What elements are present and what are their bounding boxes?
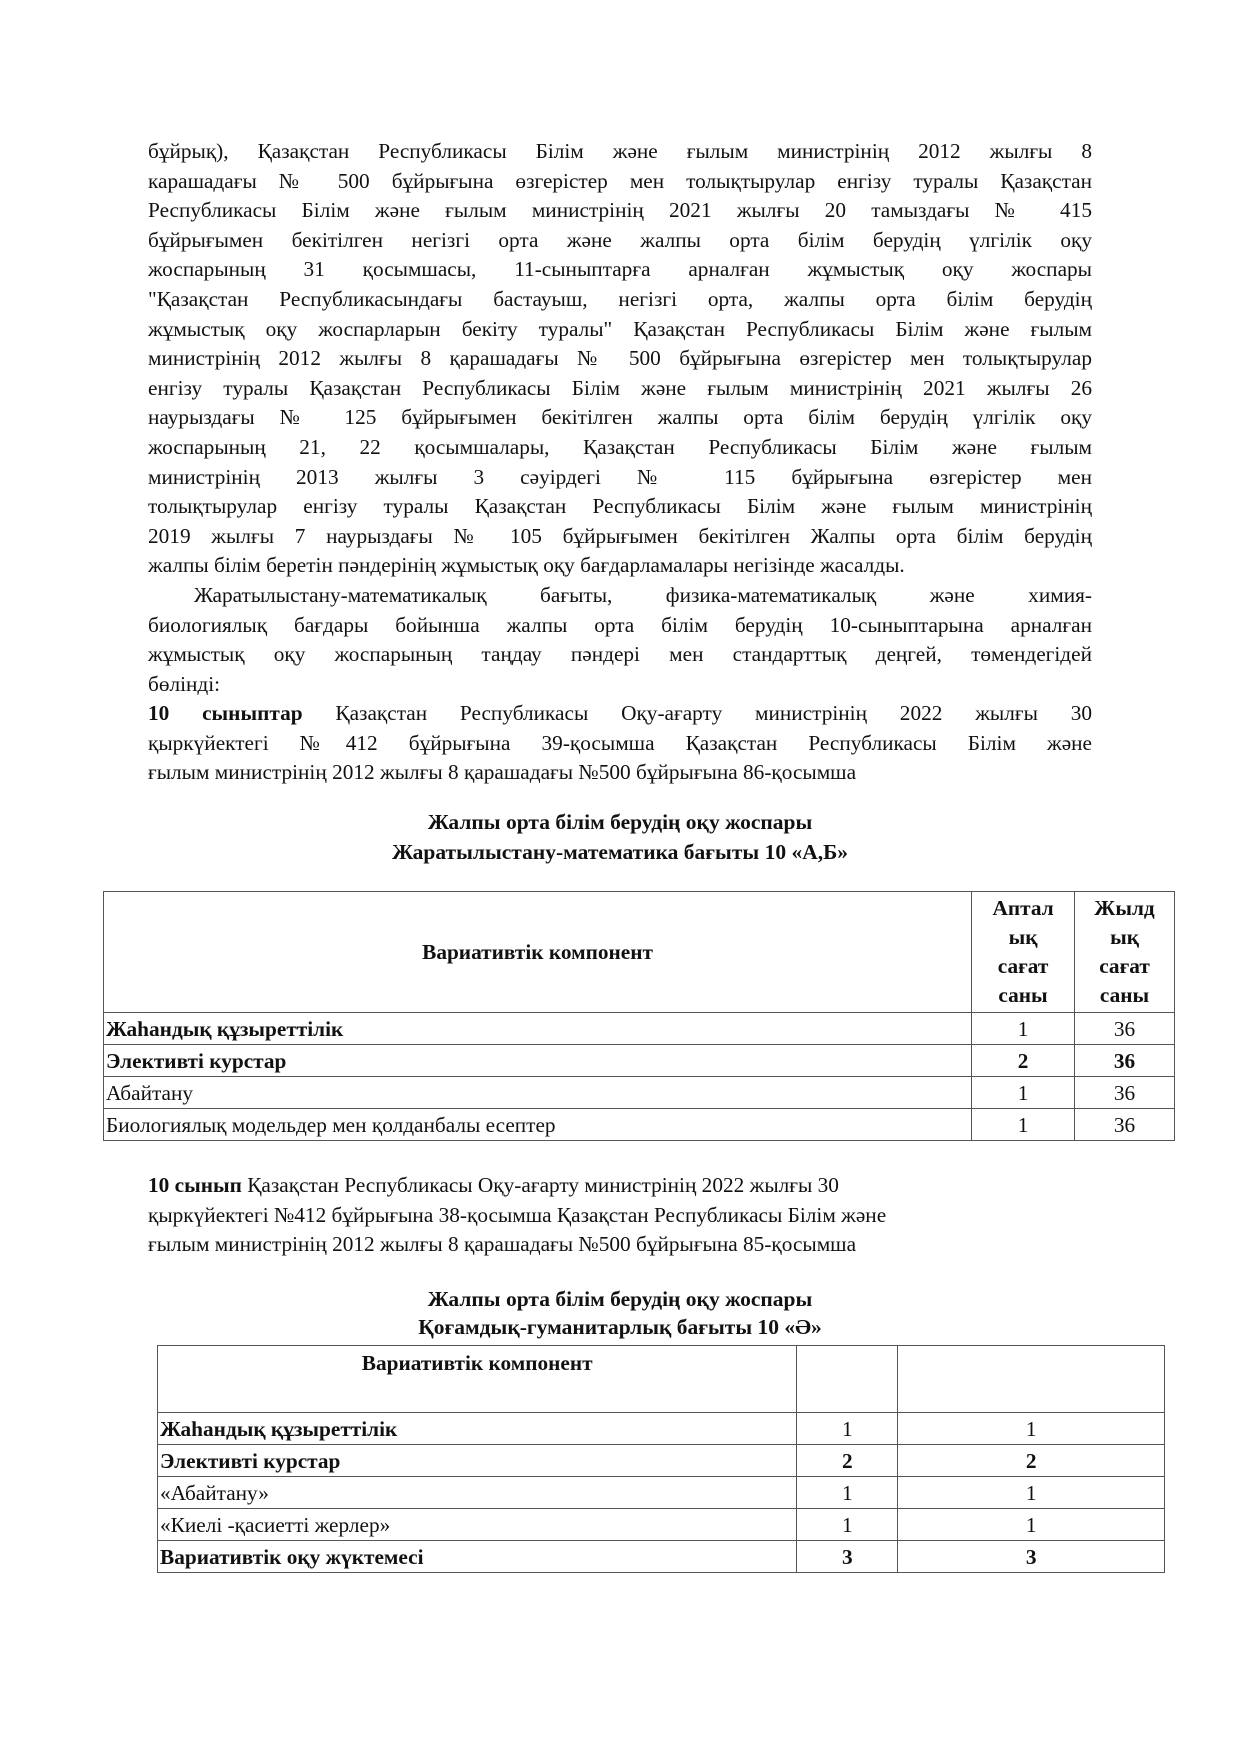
weekly-hours: 2 (972, 1045, 1075, 1077)
text-line: бұйрығымен бекітілген негізгі орта және жалпы орта білім берудің үлгілік оқу (148, 227, 1092, 252)
hours-value: 1 (898, 1509, 1165, 1541)
subject-name: «Абайтану» (158, 1477, 797, 1509)
column-header-component: Вариативтік компонент (104, 892, 972, 1013)
table-row (158, 1509, 1165, 1541)
table1-title: Жалпы орта білім берудің оқу жоспары (427, 810, 813, 834)
text-line: Қазақстан Республикасы Оқу-ағарту министрінің 2022 жылғы 30 (302, 701, 1092, 725)
subject-name: Элективті курстар (158, 1445, 797, 1477)
text-line: министрінің 2013 жылғы 3 сәуірдегі № 115 бұйрығына өзгерістер мен (148, 464, 1092, 489)
hours-value: 1 (797, 1477, 898, 1509)
text-line: ғылым министрінің 2012 жылғы 8 қарашадағы №500 бұйрығына 85-қосымша (148, 1232, 857, 1257)
table-row (104, 1109, 1175, 1141)
yearly-hours: 36 (1075, 1045, 1175, 1077)
text-line: жұмыстық оқу жоспарының таңдау пәндері мен стандарттық деңгей, төмендегідей (148, 642, 1092, 667)
yearly-hours: 36 (1075, 1013, 1175, 1045)
weekly-hours: 1 (972, 1013, 1075, 1045)
hours-value: 1 (898, 1477, 1165, 1509)
table1-subtitle: Жаратылыстану-математика бағыты 10 «А,Б» (391, 840, 849, 864)
table2-title: Жалпы орта білім берудің оқу жоспары (427, 1287, 813, 1311)
yearly-hours: 36 (1075, 1109, 1175, 1141)
table-row (104, 1077, 1175, 1109)
hours-value: 2 (797, 1445, 898, 1477)
text-line: ғылым министрінің 2012 жылғы 8 қарашадағы №500 бұйрығына 86-қосымша (148, 760, 857, 785)
hours-value: 3 (898, 1541, 1165, 1573)
yearly-hours: 36 (1075, 1077, 1175, 1109)
text-line: карашадағы № 500 бұйрығына өзгерістер мен толықтырулар енгізу туралы Қазақстан (148, 168, 1092, 193)
subject-name: Жаһандық құзыреттілік (158, 1413, 797, 1445)
text-line: Республикасы Білім және ғылым министрінің 2021 жылғы 20 тамыздағы № 415 (148, 198, 1092, 223)
table-row (158, 1413, 1165, 1445)
text-line: министрінің 2012 жылғы 8 қарашадағы № 500 бұйрығына өзгерістер мен толықтырулар (148, 346, 1092, 371)
text-line: жоспарының 21, 22 қосымшалары, Қазақстан Республикасы Білім және ғылым (148, 434, 1092, 459)
subject-name: Абайтану (104, 1077, 972, 1109)
text-line: жоспарының 31 қосымшасы, 11-сыныптарға арналған жұмыстық оқу жоспары (148, 257, 1092, 282)
hours-value: 1 (797, 1413, 898, 1445)
hours-value: 3 (797, 1541, 898, 1573)
table-row-total (158, 1541, 1165, 1573)
table-row (158, 1445, 1165, 1477)
subject-name: Биологиялық модельдер мен қолданбалы есептер (104, 1109, 972, 1141)
weekly-hours: 1 (972, 1077, 1075, 1109)
text-line: қыркүйектегі №412 бұйрығына 38-қосымша Қазақстан Республикасы Білім және (148, 1202, 887, 1227)
column-header-empty (797, 1346, 898, 1413)
subject-name: «Киелі -қасиетті жерлер» (158, 1509, 797, 1541)
table-header-row (158, 1346, 1165, 1413)
table-header-row (104, 892, 1175, 1013)
hours-value: 1 (898, 1413, 1165, 1445)
class-label: 10 сыныптар (148, 701, 303, 725)
subject-name: Жаһандық құзыреттілік (104, 1013, 972, 1045)
column-header-yearly-hours: Жылд ық сағат саны (1075, 892, 1175, 1013)
table-row (104, 1013, 1175, 1045)
subject-name: Вариативтік оқу жүктемесі (158, 1541, 797, 1573)
column-header-empty (898, 1346, 1165, 1413)
column-header-weekly-hours: Аптал ық сағат саны (972, 892, 1075, 1013)
table-row (158, 1477, 1165, 1509)
curriculum-table-natural-math (103, 891, 1175, 1141)
direction-paragraph (148, 581, 1092, 699)
text-line: 2019 жылғы 7 наурыздағы № 105 бұйрығымен бекітілген Жалпы орта білім берудің (148, 523, 1092, 548)
text-line: биологиялық бағдары бойынша жалпы орта білім берудің 10-сыныптарына арналған (148, 612, 1092, 637)
table2-subtitle: Қоғамдық-гуманитарлық бағыты 10 «Ә» (418, 1315, 822, 1339)
text-line: қыркүйектегі №412 бұйрығына 39-қосымша Қазақстан Республикасы Білім және (148, 730, 1092, 755)
text-line: толықтырулар енгізу туралы Қазақстан Республикасы Білім және ғылым министрінің (148, 494, 1092, 519)
table-row (104, 1045, 1175, 1077)
hours-value: 2 (898, 1445, 1165, 1477)
text-line: жалпы білім беретін пәндерінің жұмыстық оқу бағдарламалары негізінде жасалды. (148, 553, 905, 578)
class-label: 10 сынып (148, 1173, 242, 1197)
text-line: жұмыстық оқу жоспарларын бекіту туралы" Қазақстан Республикасы Білім және ғылым (148, 316, 1092, 341)
text-line: енгізу туралы Қазақстан Республикасы Білім және ғылым министрінің 2021 жылғы 26 (148, 375, 1092, 400)
hours-value: 1 (797, 1509, 898, 1541)
curriculum-table-social-humanitarian (157, 1345, 1165, 1573)
text-line: Жаратылыстану-математикалық бағыты, физика-математикалық және химия- (194, 583, 1092, 607)
text-line: бұйрық), Қазақстан Республикасы Білім және ғылым министрінің 2012 жылғы 8 (148, 139, 1092, 163)
section1-lead (148, 699, 1092, 788)
text-line: "Қазақстан Республикасындағы бастауыш, негізгі орта, жалпы орта білім берудің (148, 286, 1092, 311)
weekly-hours: 1 (972, 1109, 1075, 1141)
subject-name: Элективті курстар (104, 1045, 972, 1077)
text-line: наурыздағы № 125 бұйрығымен бекітілген жалпы орта білім берудің үлгілік оқу (148, 405, 1092, 430)
intro-paragraph (148, 137, 1092, 581)
section2-lead (148, 1171, 1048, 1260)
text-line: Қазақстан Республикасы Оқу-ағарту министрінің 2022 жылғы 30 (241, 1173, 839, 1197)
text-line: бөлінді: (148, 671, 221, 696)
column-header-component: Вариативтік компонент (158, 1346, 797, 1413)
